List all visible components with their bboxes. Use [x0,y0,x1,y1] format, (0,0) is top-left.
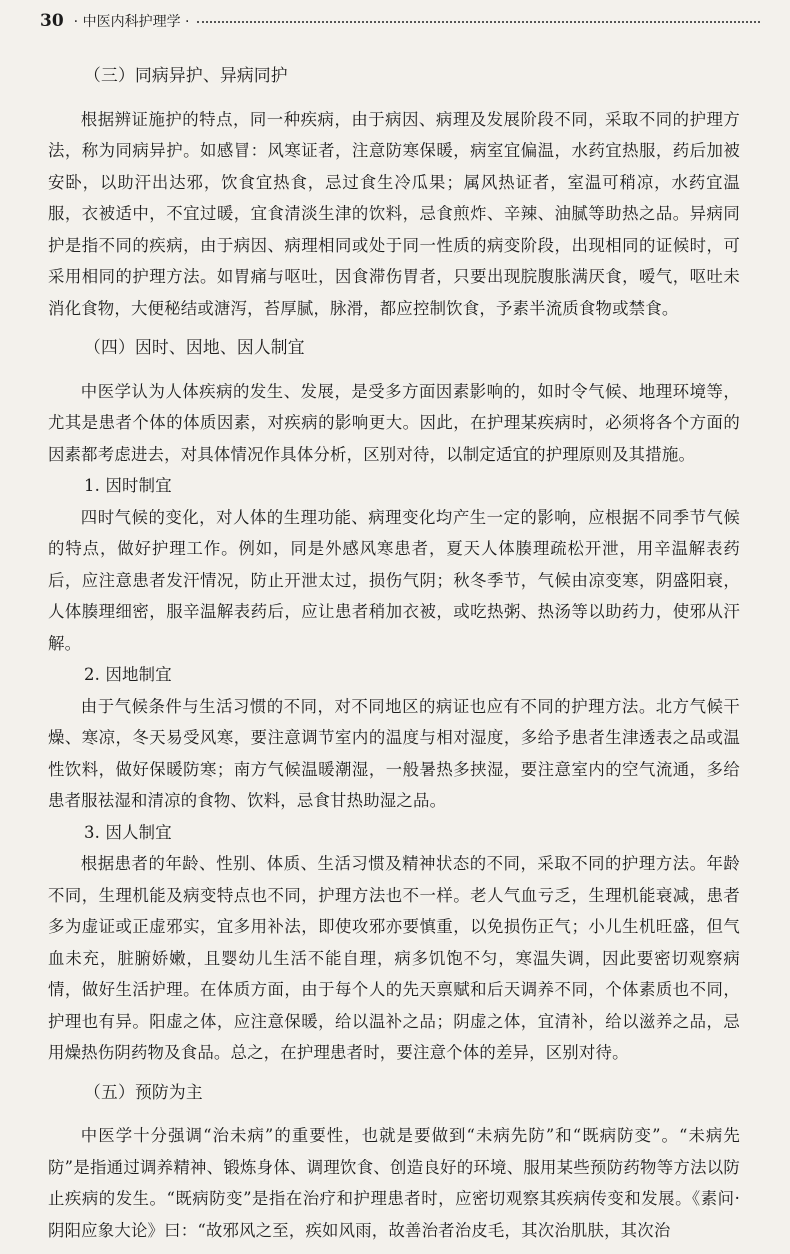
section-heading: （三）同病异护、异病同护 [84,65,288,85]
paragraph: 由于气候条件与生活习惯的不同，对不同地区的病证也应有不同的护理方法。北方气候干燥、寒凉，冬天易受风寒，要注意调节室内的温度与相对湿度，多给予患者生津透表之品或温性饮料，做好保暖防寒；南方气候温暖潮湿，一般暑热多挟湿，要注意室内的空气流通，多给患者服祛湿和清凉的食物、饮料，忌食甘热助湿之品。 [48,696,740,810]
header-dotted-rule [197,20,760,23]
subsection-heading: 3. 因人制宜 [84,822,172,842]
section-heading: （五）预防为主 [84,1081,203,1102]
paragraph: 四时气候的变化，对人体的生理功能、病理变化均产生一定的影响，应根据不同季节气候的特点，做好护理工作。例如，同是外感风寒患者，夏天人体腠理疏松开泄，用辛温解表药后，应注意患者发汗情况，防止开泄太过，损伤气阴；秋冬季节，气候由凉变寒，阴盛阳衰，人体腠理细密，服辛温解表药后，应让患者稍加衣被，或吃热粥、热汤等以助药力，使邪从汗解。 [48,507,740,653]
paragraph: 根据辨证施护的特点，同一种疾病，由于病因、病理及发展阶段不同，采取不同的护理方法，称为同病异护。如感冒：风寒证者，注意防寒保暖，病室宜偏温，水药宜热服，药后加被安卧，以助汗出达邪，饮食宜热食，忌过食生冷瓜果；属风热证者，室温可稍凉，水药宜温服，衣被适中，不宜过暖，宜食清淡生津的饮料，忌食煎炸、辛辣、油腻等助热之品。异病同护是指不同的疾病，由于病因、病理相同或处于同一性质的病变阶段，出现相同的证候时，可采用相同的护理方法。如胃痛与呕吐，因食滞伤胃者，只要出现脘腹胀满厌食，嗳气，呕吐未消化食物，大便秘结或溏泻，苔厚腻，脉滑，都应控制饮食，予素半流质食物或禁食。 [48,109,740,318]
page-number: 30 [40,11,64,31]
page-header [40,6,760,36]
subsection-heading: 1. 因时制宜 [84,476,172,495]
paragraph: 中医学认为人体疾病的发生、发展，是受多方面因素影响的，如时令气候、地理环境等，尤其是患者个体的体质因素，对疾病的影响更大。因此，在护理某疾病时，必须将各个方面的因素都考虑进去，对具体情况作具体分析，区别对待，以制定适宜的护理原则及其措施。 [48,381,740,464]
page-body [48,56,740,1254]
paragraph: 根据患者的年龄、性别、体质、生活习惯及精神状态的不同，采取不同的护理方法。年龄不同，生理机能及病变特点也不同，护理方法也不一样。老人气血亏乏，生理机能衰减，患者多为虚证或正虚邪实，宜多用补法，即使攻邪亦要慎重，以免损伤正气；小儿生机旺盛，但气血未充，脏腑娇嫩，且婴幼儿生活不能自理，病多饥饱不匀，寒温失调，因此要密切观察病情，做好生活护理。在体质方面，由于每个人的先天禀赋和后天调养不同，个体素质也不同，护理也有异。阳虚之体，应注意保暖，给以温补之品；阴虚之体，宜清补，给以滋养之品，忌用燥热伤阴药物及食品。总之，在护理患者时，要注意个体的差异，区别对待。 [48,854,740,1062]
paragraph: 中医学十分强调“治未病”的重要性，也就是要做到“未病先防”和“既病防变”。“未病先防”是指通过调养精神、锻炼身体、调理饮食、创造良好的环境、服用某些预防药物等方法以防止疾病的发生。“既病防变”是指在治疗和护理患者时，应密切观察其疾病传变和发展。《素问·阴阳应象大论》曰：“故邪风之至，疾如风雨，故善治者治皮毛，其次治肌肤，其次治 [48,1126,740,1240]
section-heading: （四）因时、因地、因人制宜 [84,337,305,357]
subsection-heading: 2. 因地制宜 [84,665,172,684]
running-title: · 中医内科护理学 · [73,14,190,30]
